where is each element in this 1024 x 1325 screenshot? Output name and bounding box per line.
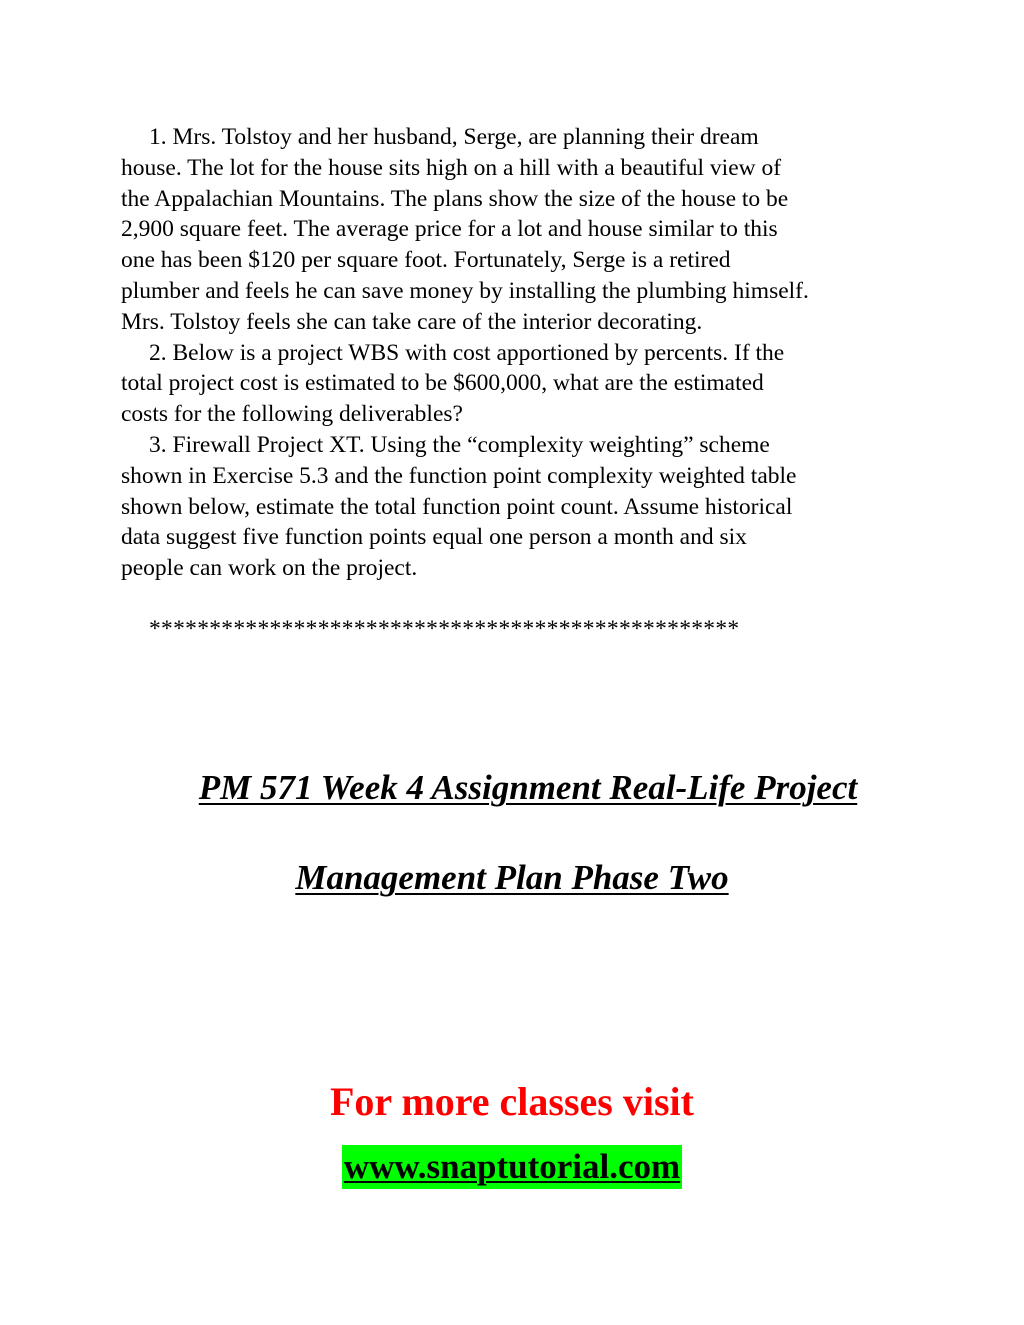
exercise-1-number: 1. (149, 124, 167, 150)
website-link-container (0, 1145, 1024, 1189)
exercise-1 (121, 122, 921, 338)
website-link[interactable]: www.snaptutorial.com (342, 1145, 682, 1189)
assignment-title-line-2: Management Plan Phase Two (295, 858, 729, 897)
exercise-2-number: 2. (149, 339, 167, 366)
exercise-text (121, 122, 921, 584)
assignment-title-line-1: PM 571 Week 4 Assignment Real-Life Project (198, 768, 858, 807)
exercise-3-number: 3. (149, 431, 167, 458)
exercise-2-text: Below is a project WBS with cost apportioned by percents. If the total project cost is estimated to be $600,000, what are the estimated costs for the following deliverables? (121, 339, 785, 428)
exercise-3-text: Firewall Project XT. Using the “complexity weighting” scheme shown in Exercise 5.3 and the function point complexity weighted table shown below, estimate the total function point count. Assume historical data suggest five function points equal one person a month and six people can work on the project. (121, 431, 797, 582)
promo-text: For more classes visit (329, 1079, 694, 1124)
exercise-2 (121, 338, 921, 430)
exercise-3 (121, 430, 921, 584)
exercise-1-text: Mrs. Tolstoy and her husband, Serge, are planning their dream house. The lot for the house sits high on a hill with a beautiful view of the Appalachian Mountains. The plans show the size of the house to be 2,900 square feet. The average price for a lot and house similar to this one has been $120 per square foot. Fortunately, Serge is a retired plumber and feels he can save money by installing the plumbing himself. Mrs. Tolstoy feels she can take care of the interior decorating. (121, 124, 809, 335)
asterisk-separator: ************************************************* (149, 616, 740, 642)
